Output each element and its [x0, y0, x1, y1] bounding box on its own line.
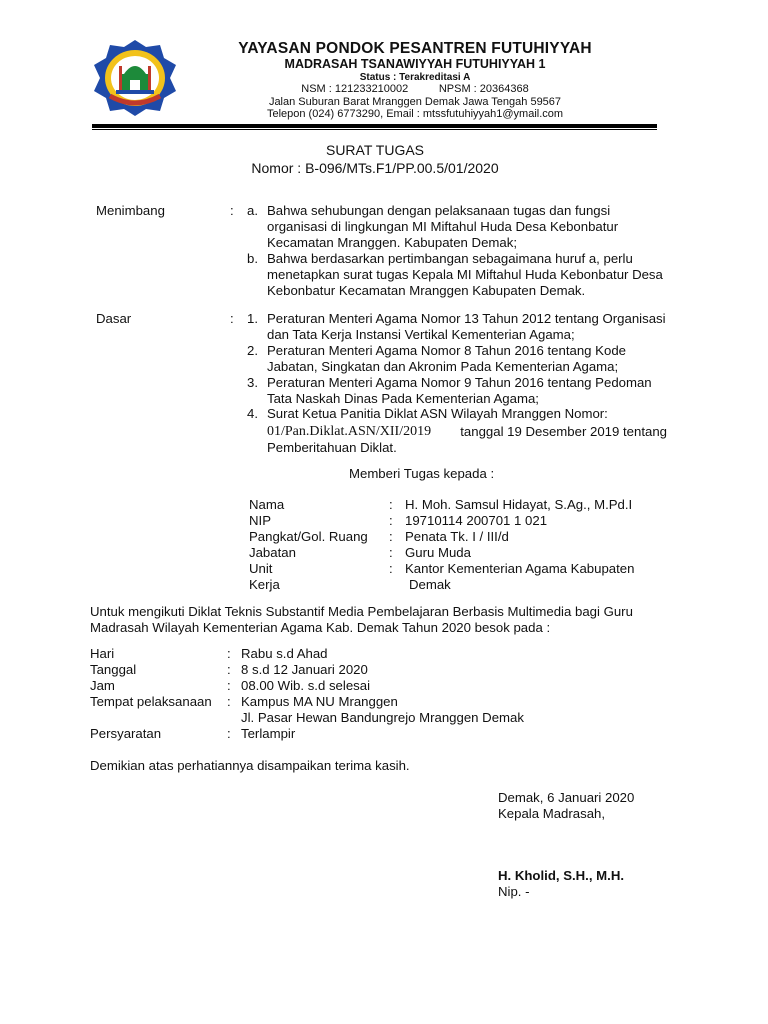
- menimbang-item-a: [267, 203, 667, 250]
- menimbang-a-line3: Kecamatan Mranggen. Kabupaten Demak;: [267, 234, 517, 250]
- dasar-item-1: [267, 311, 667, 343]
- assignee-label: Pangkat/Gol. Ruang: [249, 529, 368, 544]
- accreditation-status: Status : Terakreditasi A: [359, 72, 471, 83]
- letter-title: SURAT TUGAS: [325, 142, 425, 158]
- schedule-value: Rabu s.d Ahad: [241, 646, 328, 661]
- dasar-4-line2-rest: tanggal 19 Desember 2019 tentang: [456, 423, 667, 439]
- menimbang-b-line3: Kebonbatur Kecamatan Mranggen Kabupaten Demak.: [267, 282, 586, 298]
- assignee-label: NIP: [249, 513, 271, 528]
- dasar-4-line2: [267, 424, 667, 440]
- school-logo: [90, 38, 180, 118]
- school-address: Jalan Suburan Barat Mranggen Demak Jawa Tengah 59567: [268, 96, 562, 108]
- school-contact: Telepon (024) 6773290, Email : mtssfutuhiyyah1@ymail.com: [266, 108, 564, 120]
- menimbang-item-b: [267, 251, 667, 298]
- dasar-3-line2: Tata Naskah Dinas Pada Kementerian Agama;: [267, 390, 539, 406]
- dasar-3-line1: Peraturan Menteri Agama Nomor 9 Tahun 2016 tentang Pedoman: [267, 375, 652, 390]
- dasar-marker-1: 1.: [247, 311, 258, 326]
- schedule-colon: :: [227, 726, 231, 741]
- diklat-letter-number: 01/Pan.Diklat.ASN/XII/2019: [267, 423, 432, 439]
- nsm-npsm: NSM : 121233210002 NPSM : 20364368: [301, 83, 529, 95]
- school-name: MADRASAH TSANAWIYYAH FUTUHIYYAH 1: [284, 57, 546, 71]
- dasar-2-line1: Peraturan Menteri Agama Nomor 8 Tahun 2016 tentang Kode: [267, 343, 626, 358]
- menimbang-colon: :: [230, 203, 234, 218]
- dasar-colon: :: [230, 311, 234, 326]
- schedule-colon: :: [227, 678, 231, 693]
- assignee-colon: :: [389, 513, 393, 528]
- dasar-marker-3: 3.: [247, 375, 258, 390]
- assignee-value: Kantor Kementerian Agama Kabupaten: [405, 561, 635, 576]
- dasar-1-line2: dan Tata Kerja Instansi Vertikal Kementerian Agama;: [267, 326, 575, 342]
- dasar-2-line2: Jabatan, Singkatan dan Akronim Pada Kementerian Agama;: [267, 358, 619, 374]
- signature-position: Kepala Madrasah,: [498, 806, 606, 821]
- assignee-value: Demak: [409, 577, 451, 592]
- purpose-line1: Untuk mengikuti Diklat Teknis Substantif Media Pembelajaran Berbasis Multimedia bagi Guru: [90, 604, 633, 619]
- schedule-colon: :: [227, 694, 231, 709]
- assignee-value: H. Moh. Samsul Hidayat, S.Ag., M.Pd.I: [405, 497, 633, 512]
- dasar-marker-2: 2.: [247, 343, 258, 358]
- assignee-label: Unit Kerja: [249, 561, 280, 592]
- dasar-item-4: [267, 406, 667, 455]
- schedule-value: Kampus MA NU Mranggen: [241, 694, 398, 709]
- schedule-label: Hari: [90, 646, 115, 661]
- menimbang-a-line1: Bahwa sehubungan dengan pelaksanaan tugas dan fungsi: [267, 203, 611, 218]
- letterhead-rule-thin: [92, 129, 657, 130]
- purpose-paragraph: [90, 604, 668, 636]
- schedule-value: Jl. Pasar Hewan Bandungrejo Mranggen Demak: [241, 710, 524, 725]
- assignee-label: Jabatan: [249, 545, 296, 560]
- schedule-label: Tanggal: [90, 662, 137, 677]
- dasar-marker-4: 4.: [247, 406, 258, 421]
- signature-name: H. Kholid, S.H., M.H.: [498, 868, 625, 883]
- dasar-4-line1: Surat Ketua Panitia Diklat ASN Wilayah Mranggen Nomor:: [267, 406, 608, 421]
- dasar-4-line3: Pemberitahuan Diklat.: [267, 439, 397, 455]
- purpose-line2: Madrasah Wilayah Kementerian Agama Kab. Demak Tahun 2020 besok pada :: [90, 619, 551, 635]
- assignee-label: Nama: [249, 497, 285, 512]
- assignee-value: Guru Muda: [405, 545, 471, 560]
- closing-text: Demikian atas perhatiannya disampaikan terima kasih.: [90, 758, 410, 773]
- dasar-1-line1: Peraturan Menteri Agama Nomor 13 Tahun 2012 tentang Organisasi: [267, 311, 666, 326]
- foundation-name: YAYASAN PONDOK PESANTREN FUTUHIYYAH: [238, 40, 592, 57]
- dasar-label: Dasar: [96, 311, 132, 326]
- menimbang-a-line2: organisasi di lingkungan MI Miftahul Huda Desa Kebonbatur: [267, 218, 619, 234]
- assignment-intro: Memberi Tugas kepada :: [349, 466, 495, 481]
- letterhead-rule-thick: [92, 124, 657, 128]
- assignee-colon: :: [389, 529, 393, 544]
- schedule-label: Persyaratan: [90, 726, 162, 741]
- menimbang-label: Menimbang: [96, 203, 165, 218]
- signature-place-date: Demak, 6 Januari 2020: [498, 790, 635, 805]
- menimbang-b-line1: Bahwa berdasarkan pertimbangan sebagaimana huruf a, perlu: [267, 251, 633, 266]
- signature-nip: Nip. -: [498, 884, 530, 899]
- schedule-value: 8 s.d 12 Januari 2020: [241, 662, 368, 677]
- letter-number: Nomor : B-096/MTs.F1/PP.00.5/01/2020: [251, 160, 499, 176]
- schedule-label: Tempat pelaksanaan: [90, 694, 212, 709]
- assignee-colon: :: [389, 497, 393, 512]
- assignee-colon: :: [389, 561, 393, 576]
- schedule-label: Jam: [90, 678, 115, 693]
- schedule-colon: :: [227, 662, 231, 677]
- dasar-item-3: [267, 375, 667, 407]
- assignee-value: Penata Tk. I / III/d: [405, 529, 509, 544]
- dasar-item-2: [267, 343, 667, 375]
- menimbang-marker-b: b.: [247, 251, 258, 266]
- assignee-colon: :: [389, 545, 393, 560]
- assignee-value: 19710114 200701 1 021: [405, 513, 548, 528]
- schedule-value: Terlampir: [241, 726, 296, 741]
- schedule-colon: :: [227, 646, 231, 661]
- menimbang-b-line2: menetapkan surat tugas Kepala MI Miftahul Huda Kebonbatur Desa: [267, 266, 663, 282]
- schedule-value: 08.00 Wib. s.d selesai: [241, 678, 371, 693]
- menimbang-marker-a: a.: [247, 203, 258, 218]
